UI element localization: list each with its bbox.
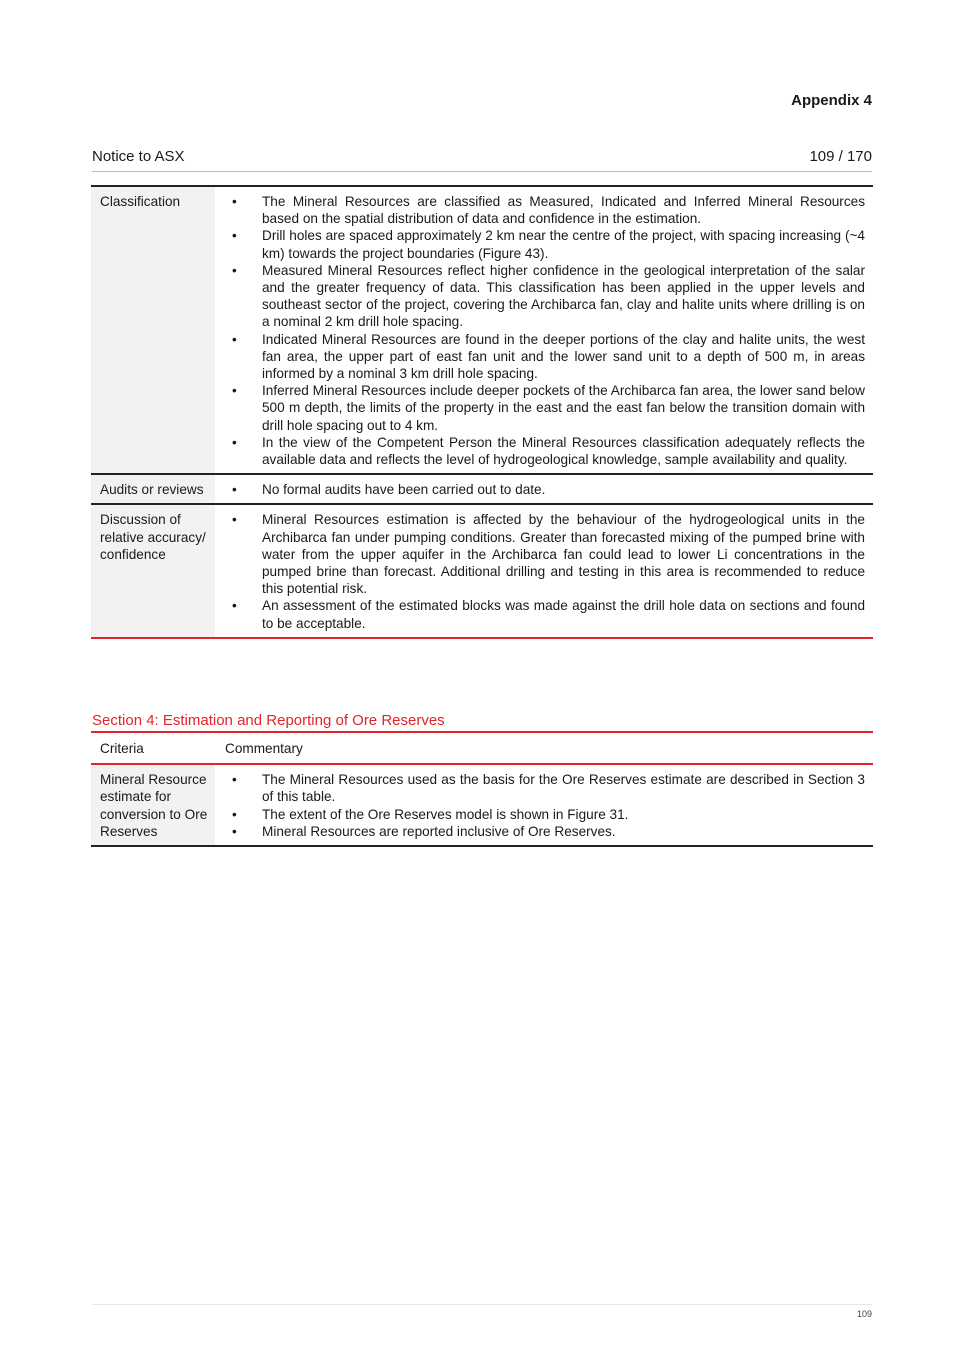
list-item: • Drill holes are spaced approximately 2 km near the centre of the project, with spacing increasing (~4 km) towards the project boundaries (Figure 43). (225, 227, 865, 261)
resources-criteria-table (91, 185, 873, 639)
section-heading: Section 4: Estimation and Reporting of Ore Reserves (92, 712, 445, 729)
table-row (91, 504, 873, 637)
list-item: • The extent of the Ore Reserves model is shown in Figure 31. (225, 806, 865, 823)
list-item: • An assessment of the estimated blocks was made against the drill hole data on sections and found to be acceptable. (225, 597, 865, 631)
footer-divider (92, 1304, 872, 1305)
commentary-cell (215, 504, 873, 637)
page-header (92, 148, 872, 172)
bullet-list (225, 193, 865, 468)
commentary-cell (215, 186, 873, 474)
list-item: • Measured Mineral Resources reflect higher confidence in the geological interpretation of the salar and the greater frequency of data. This classification has been applied in the upper levels and southeast sector of the project, covering the Archibarca fan, clay and halite units where drilling is on a nominal 2 km drill hole spacing. (225, 262, 865, 331)
list-item: • Indicated Mineral Resources are found in the deeper portions of the clay and halite units, the west fan area, the upper part of east fan unit and the lower sand unit to a depth of 500 m, in areas informed by a nominal 3 km drill hole spacing. (225, 331, 865, 383)
criteria-label: Classification (91, 186, 215, 474)
criteria-column-header: Criteria (91, 732, 215, 764)
table-row (91, 186, 873, 474)
criteria-label: Discussion of relative accuracy/ confidence (91, 504, 215, 637)
commentary-cell (215, 474, 873, 504)
page-counter: 109 / 170 (809, 148, 872, 165)
bullet-list (225, 511, 865, 631)
list-item: • Mineral Resources estimation is affected by the behaviour of the hydrogeological units in the Archibarca fan under pumping conditions. Greater than forecasted mixing of the pumped brine with water from the upper aquifer in the Archibarca fan could lead to lower Li concentrations in the pumped brine than forecast. Additional drilling and testing in this area is recommended to reduce this potential risk. (225, 511, 865, 597)
list-item: • Mineral Resources are reported inclusive of Ore Reserves. (225, 823, 865, 840)
appendix-title: Appendix 4 (791, 92, 872, 109)
list-item: • The Mineral Resources used as the basis for the Ore Reserves estimate are described in Section 3 of this table. (225, 771, 865, 805)
page-number: 109 (856, 1309, 872, 1319)
list-item: • The Mineral Resources are classified as Measured, Indicated and Inferred Mineral Resources based on the spatial distribution of data and confidence in the estimation. (225, 193, 865, 227)
table-row (91, 474, 873, 504)
bullet-list (225, 481, 865, 498)
list-item: • No formal audits have been carried out to date. (225, 481, 865, 498)
table-header-row (91, 732, 873, 764)
list-item: • Inferred Mineral Resources include deeper pockets of the Archibarca fan area, the lower sand below 500 m depth, the limits of the property in the east and the east fan below the transition domain with drill hole spacing out to 4 km. (225, 382, 865, 434)
criteria-label: Mineral Resource estimate for conversion to Ore Reserves (91, 764, 215, 846)
table-row (91, 764, 873, 846)
bullet-list (225, 771, 865, 840)
notice-title: Notice to ASX (92, 148, 185, 165)
commentary-cell (215, 764, 873, 846)
list-item: • In the view of the Competent Person the Mineral Resources classification adequately reflects the available data and reflects the level of hydrogeological knowledge, sample availability and quality. (225, 434, 865, 468)
commentary-column-header: Commentary (215, 732, 873, 764)
criteria-label: Audits or reviews (91, 474, 215, 504)
reserves-criteria-table (91, 731, 873, 847)
